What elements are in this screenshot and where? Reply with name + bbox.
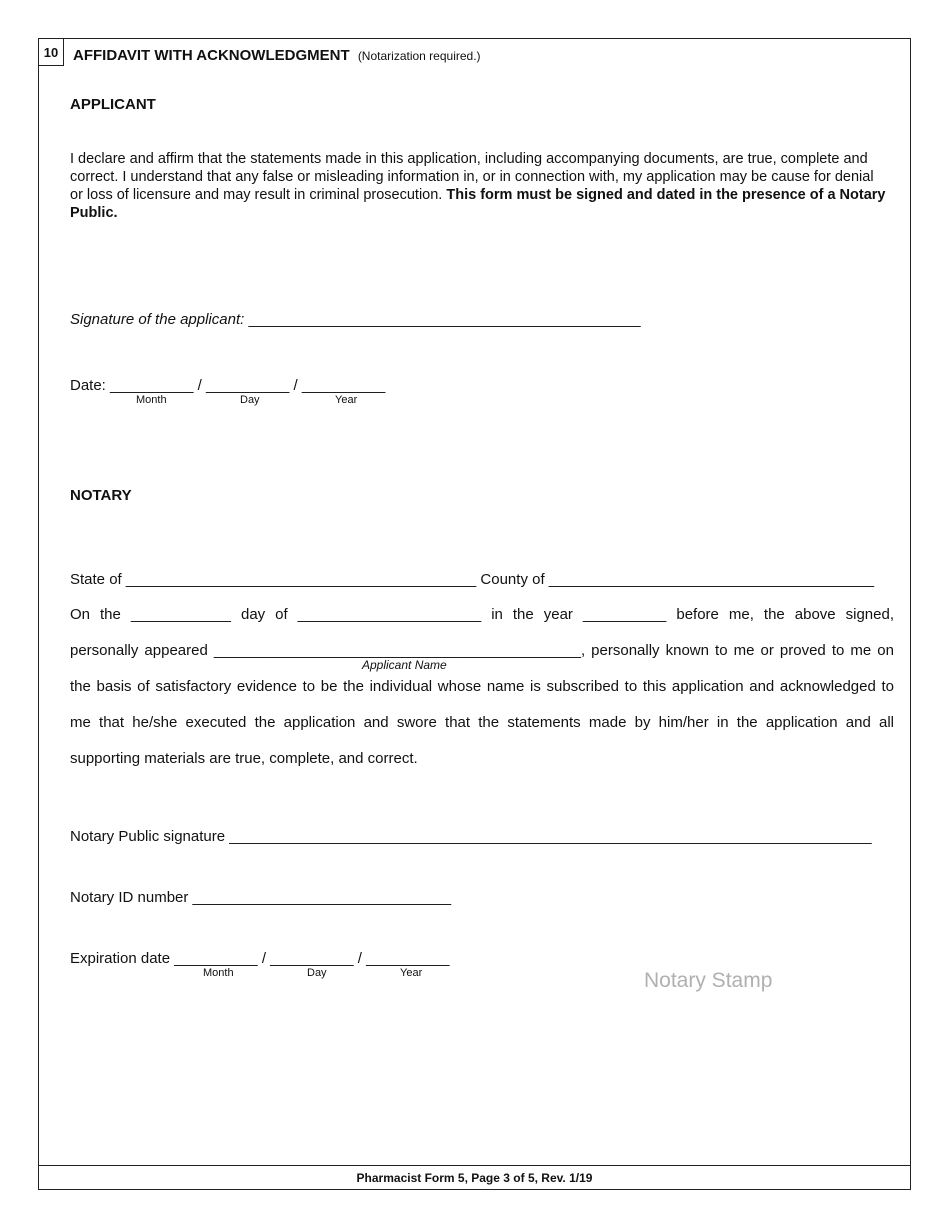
acknowledgment-line-2[interactable]: personally appeared ____________________________________________, personally known to me or proved to me on [70,642,894,659]
expiration-month-caption: Month [203,967,234,979]
notary-stamp-area: Notary Stamp [644,969,773,992]
applicant-date-month-caption: Month [136,394,167,406]
notary-heading: NOTARY [70,487,132,504]
acknowledgment-line-1[interactable]: On the ____________ day of ______________________ in the year __________ before me, the above signed, [70,606,894,623]
page-footer: Pharmacist Form 5, Page 3 of 5, Rev. 1/19 [356,1171,593,1185]
applicant-signature-label: Signature of the applicant: [70,311,245,328]
section-note: (Notarization required.) [357,49,481,63]
applicant-signature-blank[interactable]: _______________________________________________ [248,311,641,328]
acknowledgment-line-3: the basis of satisfactory evidence to be the individual whose name is subscribed to this application and acknowledged to [70,678,894,695]
expiration-date-line[interactable]: Expiration date __________ / __________ / __________ [70,950,450,967]
acknowledgment-line-4: me that he/she executed the application and swore that the statements made by him/her in the application and all [70,714,894,731]
section-number: 10 [38,38,64,66]
applicant-date-line[interactable]: Date: __________ / __________ / __________ [70,377,386,394]
applicant-date-year-caption: Year [335,394,358,406]
applicant-name-caption: Applicant Name [362,658,447,672]
declaration-bold-text: This form must be signed and dated in the presence of a Notary Public. [70,187,886,221]
section-title [73,47,481,64]
footer-divider [38,1165,911,1166]
notary-signature-line[interactable]: Notary Public signature _____________________________________________________________________________ [70,828,872,845]
notary-id-line[interactable]: Notary ID number _______________________________ [70,889,452,906]
applicant-heading: APPLICANT [70,96,156,113]
expiration-day-caption: Day [307,967,327,979]
applicant-declaration [70,150,890,222]
applicant-signature-line[interactable] [70,311,641,328]
declaration-text: I declare and affirm that the statements made in this application, including accompanying documents, are true, complete and correct. I understand that any false or misleading information in, or in connection with, my application may be cause for denial or loss of licensure and may result in criminal prosecution. [70,151,874,203]
applicant-date-day-caption: Day [240,394,260,406]
acknowledgment-line-5: supporting materials are true, complete, and correct. [70,750,418,767]
section-title-text: AFFIDAVIT WITH ACKNOWLEDGMENT [73,47,350,64]
notary-acknowledgment [70,597,894,777]
expiration-year-caption: Year [400,967,423,979]
state-county-line[interactable]: State of __________________________________________ County of _______________________________________ [70,571,875,588]
